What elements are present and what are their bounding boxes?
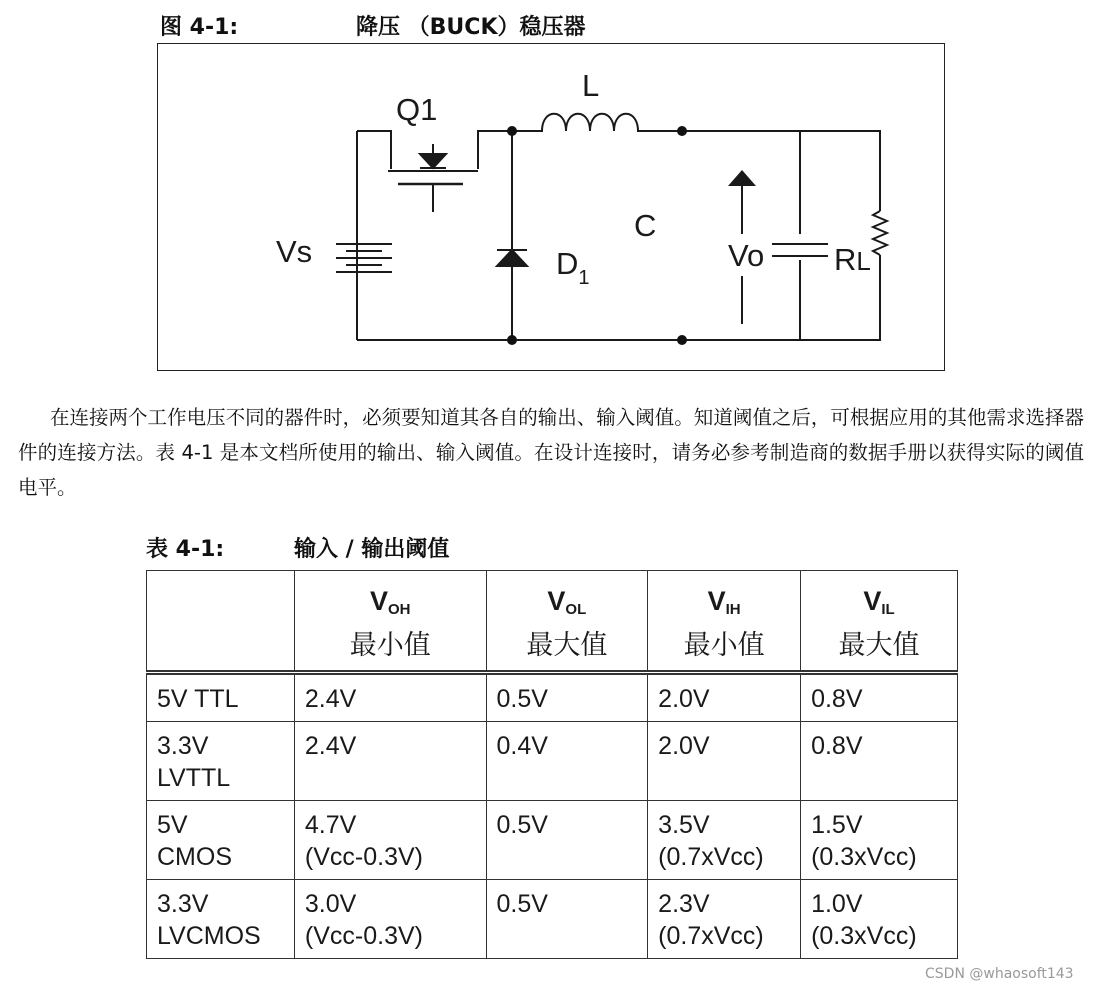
cell-vil: 0.8V	[801, 722, 958, 801]
q1-transistor	[388, 144, 478, 212]
cell-voh: 3.0V (Vcc-0.3V)	[294, 880, 486, 959]
cell-type: 5V CMOS	[147, 801, 295, 880]
load-loop-wire	[800, 131, 880, 211]
battery-source	[336, 244, 392, 272]
threshold-table	[146, 570, 958, 959]
figure-caption: 降压 （BUCK）稳压器	[356, 15, 586, 40]
cell-vih: 2.3V (0.7xVcc)	[648, 880, 801, 959]
source-label: Vs	[276, 234, 313, 269]
header-vil: $V_{IL}$ 最大值	[801, 571, 958, 673]
cell-vol: 0.5V	[486, 801, 648, 880]
load-zigzag-wire	[873, 211, 887, 255]
header-empty	[147, 571, 295, 673]
cell-type: 3.3V LVTTL	[147, 722, 295, 801]
output-capacitor	[772, 234, 828, 260]
capacitor-label: C	[634, 208, 657, 243]
cell-voh: 2.4V	[294, 722, 486, 801]
output-label: Vo	[728, 238, 765, 273]
buck-circuit-diagram	[157, 43, 945, 371]
freewheel-diode	[497, 250, 527, 266]
junction-dot	[507, 126, 517, 136]
table-title	[146, 533, 449, 567]
cell-vih: 2.0V	[648, 673, 801, 722]
header-voh: $V_{OH}$ 最小值	[294, 571, 486, 673]
header-vih: $V_{IH}$ 最小值	[648, 571, 801, 673]
cell-vil: 0.8V	[801, 673, 958, 722]
junction-dot	[507, 335, 517, 345]
cell-vih: 3.5V (0.7xVcc)	[648, 801, 801, 880]
table-header-row	[147, 571, 958, 673]
load-label: RL	[834, 242, 871, 277]
paragraph-text: 在连接两个工作电压不同的器件时，必须要知道其各自的输出、输入阈值。知道阈值之后，可根据应用的其他需求选择器件的连接方法。表 4-1 是本文档所使用的输出、输入阈值。在设计连接时，请务必参考制造商的数据手册以获得实际的阈值电平。	[18, 406, 1084, 499]
figure-number: 图 4-1:	[160, 15, 239, 40]
junction-dot	[677, 335, 687, 345]
header-vol: $V_{OL}$ 最大值	[486, 571, 648, 673]
table-row	[147, 673, 958, 722]
cell-type: 5V TTL	[147, 673, 295, 722]
junction-dot	[677, 126, 687, 136]
cell-type: 3.3V LVCMOS	[147, 880, 295, 959]
inductor-coil	[512, 114, 642, 131]
description-paragraph	[18, 400, 1084, 505]
cell-vil: 1.5V (0.3xVcc)	[801, 801, 958, 880]
table-row	[147, 880, 958, 959]
cell-vil: 1.0V (0.3xVcc)	[801, 880, 958, 959]
figure-title	[160, 12, 586, 44]
wire-top	[357, 131, 391, 169]
cell-voh: 2.4V	[294, 673, 486, 722]
wire-q1-out	[478, 131, 512, 169]
cell-vol: 0.4V	[486, 722, 648, 801]
table-row	[147, 722, 958, 801]
cell-voh: 4.7V (Vcc-0.3V)	[294, 801, 486, 880]
q1-label: Q1	[396, 92, 438, 127]
cell-vol: 0.5V	[486, 880, 648, 959]
watermark: CSDN @whaosoft143	[925, 966, 1074, 982]
table-caption: 输入 / 输出阈值	[294, 537, 450, 562]
inductor-label: L	[582, 68, 600, 103]
diode-label: $D_1$	[556, 246, 590, 289]
cell-vih: 2.0V	[648, 722, 801, 801]
table-number: 表 4-1:	[146, 537, 225, 562]
cell-vol: 0.5V	[486, 673, 648, 722]
table-row	[147, 801, 958, 880]
